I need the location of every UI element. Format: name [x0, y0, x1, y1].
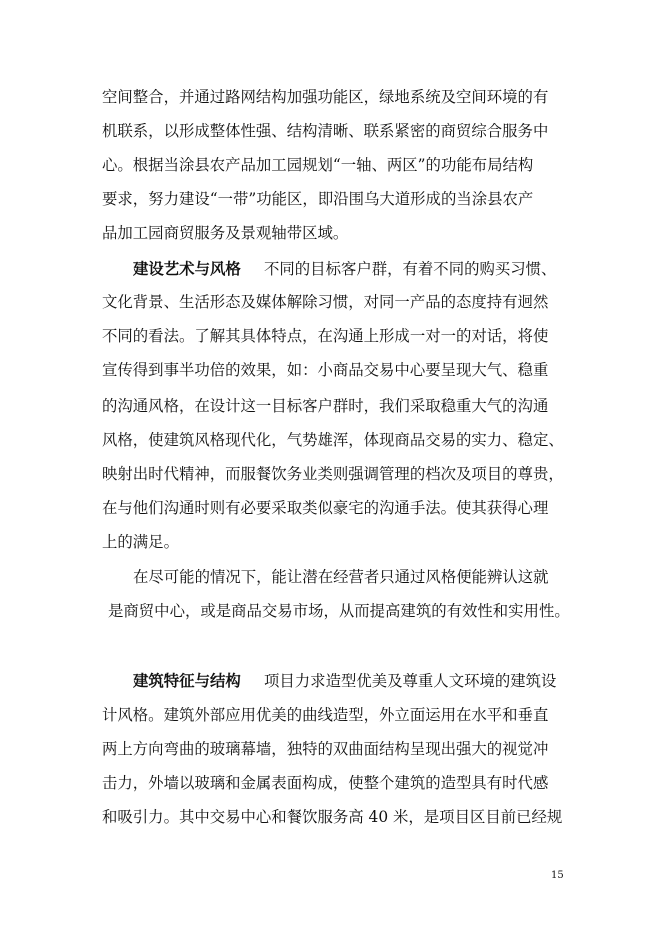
- text-line: 在尽可能的情况下，能让潜在经营者只通过风格便能辨认这就: [133, 568, 549, 586]
- text-line: 计风格。建筑外部应用优美的曲线造型，外立面运用在水平和垂直: [102, 706, 549, 724]
- section-heading: 建筑特征与结构: [133, 672, 241, 690]
- text-line: 项目力求造型优美及尊重人文环境的建筑设: [264, 672, 557, 690]
- text-line: 要求，努力建设“一带”功能区，即沿围乌大道形成的当涂县农产: [102, 190, 534, 208]
- text-line: 心。根据当涂县农产品加工园规划“一轴、两区”的功能布局结构: [102, 156, 534, 174]
- text-line: 宣传得到事半功倍的效果，如：小商品交易中心要呈现大气、稳重: [102, 361, 549, 379]
- text-line: 空间整合，并通过路网结构加强功能区，绿地系统及空间环境的有: [102, 88, 549, 106]
- text-line: 两上方向弯曲的玻璃幕墙，独特的双曲面结构呈现出强大的视觉冲: [102, 740, 549, 758]
- text-line: 和吸引力。其中交易中心和餐饮服务高 40 米，是项目区目前已经规: [102, 808, 563, 826]
- section-heading: 建设艺术与风格: [133, 260, 241, 278]
- text-line: 品加工园商贸服务及景观轴带区域。: [102, 224, 349, 242]
- text-line: 文化背景、生活形态及媒体解除习惯，对同一产品的态度持有迥然: [102, 293, 549, 311]
- text-line: 映射出时代精神，而服餐饮务业类则强调管理的档次及项目的尊贵，: [102, 465, 564, 483]
- text-line: 击力，外墙以玻璃和金属表面构成，使整个建筑的造型具有时代感: [102, 774, 549, 792]
- text-line: 上的满足。: [102, 533, 179, 551]
- text-line: 在与他们沟通时则有必要采取类似豪宅的沟通手法。使其获得心理: [102, 499, 549, 517]
- text-line: 的沟通风格，在设计这一目标客户群时，我们采取稳重大气的沟通: [102, 397, 549, 415]
- text-line: 风格，使建筑风格现代化，气势雄浑，体现商品交易的实力、稳定、: [102, 431, 564, 449]
- page-number: 15: [551, 870, 564, 881]
- text-line: 机联系，以形成整体性强、结构清晰、联系紧密的商贸综合服务中: [102, 122, 549, 140]
- text-line: 不同的看法。了解其具体特点，在沟通上形成一对一的对话，将使: [102, 327, 549, 345]
- text-line: 不同的目标客户群，有着不同的购买习惯、: [264, 260, 557, 278]
- text-line: 是商贸中心，或是商品交易市场，从而提高建筑的有效性和实用性。: [108, 602, 570, 620]
